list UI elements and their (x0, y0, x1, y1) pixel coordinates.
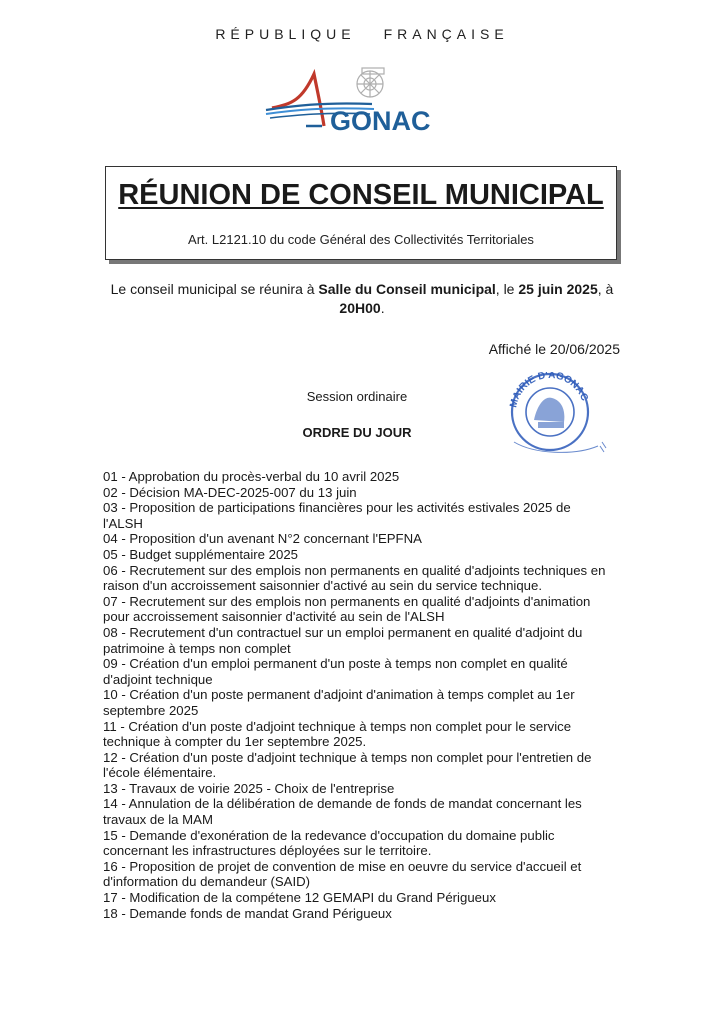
intro-text-2: , le (495, 281, 519, 297)
intro-text-1: Le conseil municipal se réunira à (110, 281, 319, 297)
meeting-announcement (110, 280, 614, 318)
meeting-date: 25 juin 2025 (518, 281, 598, 297)
logo-text: GONAC (330, 106, 431, 136)
republic-word: RÉPUBLIQUE (215, 26, 356, 42)
mairie-stamp (494, 372, 614, 462)
agenda-item: 08 - Recrutement d'un contractuel sur un emploi permanent en qualité d'adjoint du patrimoine à temps non complet (103, 624, 583, 656)
agenda-item: 01 - Approbation du procès-verbal du 10 avril 2025 (103, 469, 400, 484)
meeting-place: Salle du Conseil municipal (318, 281, 496, 297)
agenda-item: 12 - Création d'un poste d'adjoint technique à temps non complet pour l'entretien de l'école élémentaire. (103, 749, 592, 781)
agenda-item: 10 - Création d'un poste permanent d'adjoint d'animation à temps complet au 1er septembre 2025 (103, 687, 575, 718)
agenda-item: 15 - Demande d'exonération de la redevance d'occupation du domaine public concernant les infrastructures déployées sur le territoire. (103, 827, 555, 859)
intro-text-3: , à (597, 281, 614, 297)
republic-header (0, 26, 724, 42)
agenda-item: 13 - Travaux de voirie 2025 - Choix de l'entreprise (103, 780, 395, 796)
agenda-item: 09 - Création d'un emploi permanent d'un poste à temps non complet en qualité d'adjoint technique (103, 656, 568, 687)
intro-text-4: . (380, 300, 385, 316)
posted-date: Affiché le 20/06/2025 (488, 341, 620, 357)
session-type (0, 389, 724, 404)
agenda-item: 04 - Proposition d'un avenant N°2 concernant l'EPFNA (103, 531, 422, 547)
agenda-item: 02 - Décision MA-DEC-2025-007 du 13 juin (103, 484, 357, 500)
agenda-item: 06 - Recrutement sur des emplois non permanents en qualité d'adjoints techniques en raison d'un accroissement saisonnier d'activé au sein du service technique. (103, 562, 606, 594)
agenda-item: 11 - Création d'un poste d'adjoint technique à temps non complet pour le service technique à compter du 1er septembre 2025. (103, 718, 572, 750)
agenda-heading-text: ORDRE DU JOUR (302, 425, 412, 440)
meeting-time: 20H00 (339, 300, 381, 316)
title-box (105, 166, 617, 260)
stamp-text: MAIRIE D'AGONAC (508, 372, 590, 409)
agenda-item: 07 - Recrutement sur des emplois non permanents en qualité d'adjoints d'animation pour accroissement saisonnier d'activité au sein de l'ALSH (103, 593, 591, 625)
agenda-item: 05 - Budget supplémentaire 2025 (103, 546, 299, 562)
stamp-seal (494, 372, 614, 462)
agenda-heading (0, 425, 724, 440)
session-label: Session ordinaire (306, 389, 408, 404)
agenda-list (103, 469, 613, 921)
legal-reference: Art. L2121.10 du code Général des Collectivités Territoriales (188, 232, 534, 247)
agonac-logo (262, 64, 442, 144)
agenda-item: 17 - Modification de la compétene 12 GEMAPI du Grand Périgueux (103, 890, 496, 906)
page-title: RÉUNION DE CONSEIL MUNICIPAL (118, 179, 604, 211)
agenda-item: 03 - Proposition de participations financières pour les activités estivales 2025 de l'ALSH (103, 500, 571, 531)
agenda-item: 14 - Annulation de la délibération de demande de fonds de mandat concernant les travaux de la MAM (103, 796, 582, 828)
agenda-item: 16 - Proposition de projet de convention de mise en oeuvre du service d'accueil et d'information du demandeur (SAID) (103, 858, 582, 890)
agenda-item: 18 - Demande fonds de mandat Grand Périgueux (103, 905, 392, 921)
france-word: FRANÇAISE (383, 26, 509, 42)
